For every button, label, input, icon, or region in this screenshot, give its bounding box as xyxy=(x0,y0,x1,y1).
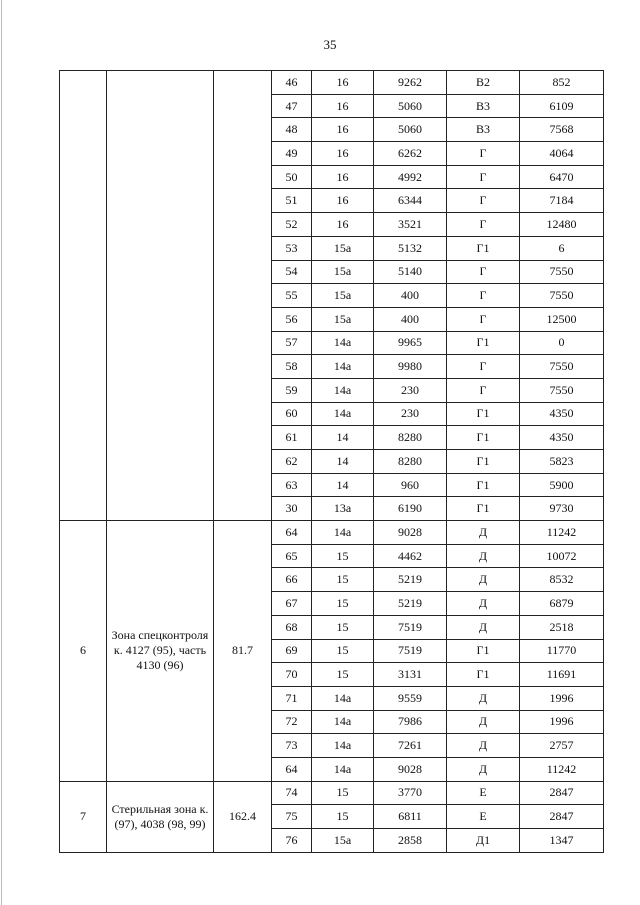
cell-row-number: 68 xyxy=(272,615,312,639)
group-name-cell: Стерильная зона к. (97), 4038 (98, 99) xyxy=(107,781,214,852)
cell-code: 9965 xyxy=(374,331,447,355)
cell-floor: 15а xyxy=(312,829,374,853)
cell-row-number: 50 xyxy=(272,165,312,189)
cell-code: 5060 xyxy=(374,94,447,118)
cell-value: 11242 xyxy=(520,521,604,545)
cell-floor: 15 xyxy=(312,639,374,663)
cell-row-number: 54 xyxy=(272,260,312,284)
cell-value: 11691 xyxy=(520,663,604,687)
table-row xyxy=(60,781,604,805)
cell-code: 9559 xyxy=(374,686,447,710)
cell-value: 4350 xyxy=(520,402,604,426)
cell-row-number: 69 xyxy=(272,639,312,663)
cell-value: 5823 xyxy=(520,450,604,474)
cell-floor: 14а xyxy=(312,402,374,426)
cell-value: 1996 xyxy=(520,686,604,710)
group-area-cell: 81.7 xyxy=(214,521,272,782)
cell-floor: 14а xyxy=(312,355,374,379)
cell-value: 852 xyxy=(520,71,604,95)
cell-row-number: 49 xyxy=(272,142,312,166)
cell-floor: 16 xyxy=(312,189,374,213)
cell-code: 230 xyxy=(374,378,447,402)
cell-value: 7568 xyxy=(520,118,604,142)
cell-value: 6879 xyxy=(520,592,604,616)
cell-category: Д xyxy=(447,757,520,781)
cell-category: В3 xyxy=(447,118,520,142)
cell-category: Д1 xyxy=(447,829,520,853)
cell-floor: 15а xyxy=(312,236,374,260)
cell-category: Г xyxy=(447,142,520,166)
cell-value: 4350 xyxy=(520,426,604,450)
cell-floor: 16 xyxy=(312,142,374,166)
cell-floor: 16 xyxy=(312,118,374,142)
cell-floor: 14а xyxy=(312,521,374,545)
cell-category: Г xyxy=(447,213,520,237)
group-area-cell: 162.4 xyxy=(214,781,272,852)
table-row xyxy=(60,521,604,545)
group-name-cell xyxy=(107,71,214,521)
cell-floor: 15 xyxy=(312,568,374,592)
cell-floor: 16 xyxy=(312,165,374,189)
cell-code: 5140 xyxy=(374,260,447,284)
cell-code: 3770 xyxy=(374,781,447,805)
cell-category: Г1 xyxy=(447,426,520,450)
cell-row-number: 57 xyxy=(272,331,312,355)
cell-code: 4992 xyxy=(374,165,447,189)
page-number: 35 xyxy=(323,37,337,52)
cell-floor: 14а xyxy=(312,734,374,758)
cell-category: Д xyxy=(447,568,520,592)
cell-row-number: 64 xyxy=(272,521,312,545)
cell-floor: 15 xyxy=(312,805,374,829)
group-name-cell: Зона спецконтроля к. 4127 (95), часть 4130 (96) xyxy=(107,521,214,782)
cell-value: 1996 xyxy=(520,710,604,734)
cell-value: 12480 xyxy=(520,213,604,237)
cell-floor: 15 xyxy=(312,592,374,616)
cell-row-number: 59 xyxy=(272,378,312,402)
cell-value: 12500 xyxy=(520,307,604,331)
cell-floor: 14 xyxy=(312,473,374,497)
cell-value: 9730 xyxy=(520,497,604,521)
cell-value: 6 xyxy=(520,236,604,260)
cell-category: Г xyxy=(447,189,520,213)
cell-row-number: 61 xyxy=(272,426,312,450)
cell-code: 8280 xyxy=(374,426,447,450)
cell-row-number: 73 xyxy=(272,734,312,758)
group-number-cell: 7 xyxy=(60,781,107,852)
cell-floor: 15 xyxy=(312,544,374,568)
cell-category: Д xyxy=(447,734,520,758)
cell-value: 7550 xyxy=(520,284,604,308)
cell-row-number: 62 xyxy=(272,450,312,474)
cell-value: 7550 xyxy=(520,260,604,284)
cell-floor: 16 xyxy=(312,71,374,95)
cell-category: Г1 xyxy=(447,473,520,497)
cell-row-number: 53 xyxy=(272,236,312,260)
cell-value: 2847 xyxy=(520,781,604,805)
cell-code: 7986 xyxy=(374,710,447,734)
cell-category: Е xyxy=(447,805,520,829)
cell-category: Д xyxy=(447,544,520,568)
cell-category: Д xyxy=(447,592,520,616)
cell-category: В3 xyxy=(447,94,520,118)
cell-category: Г1 xyxy=(447,331,520,355)
cell-row-number: 67 xyxy=(272,592,312,616)
cell-code: 6190 xyxy=(374,497,447,521)
group-number-cell xyxy=(60,71,107,521)
cell-code: 5060 xyxy=(374,118,447,142)
cell-category: Г1 xyxy=(447,663,520,687)
cell-row-number: 71 xyxy=(272,686,312,710)
cell-row-number: 65 xyxy=(272,544,312,568)
cell-code: 400 xyxy=(374,307,447,331)
cell-value: 2847 xyxy=(520,805,604,829)
cell-category: Д xyxy=(447,615,520,639)
cell-code: 6811 xyxy=(374,805,447,829)
cell-value: 4064 xyxy=(520,142,604,166)
cell-category: Г1 xyxy=(447,639,520,663)
cell-value: 0 xyxy=(520,331,604,355)
cell-code: 3521 xyxy=(374,213,447,237)
cell-row-number: 70 xyxy=(272,663,312,687)
cell-value: 8532 xyxy=(520,568,604,592)
cell-row-number: 56 xyxy=(272,307,312,331)
cell-row-number: 74 xyxy=(272,781,312,805)
cell-row-number: 30 xyxy=(272,497,312,521)
cell-category: Г xyxy=(447,284,520,308)
cell-code: 5219 xyxy=(374,592,447,616)
cell-floor: 15а xyxy=(312,284,374,308)
cell-code: 9262 xyxy=(374,71,447,95)
cell-category: Г xyxy=(447,355,520,379)
cell-category: Г1 xyxy=(447,497,520,521)
cell-row-number: 46 xyxy=(272,71,312,95)
cell-floor: 14а xyxy=(312,710,374,734)
cell-code: 7519 xyxy=(374,615,447,639)
cell-value: 6470 xyxy=(520,165,604,189)
cell-code: 230 xyxy=(374,402,447,426)
cell-category: Д xyxy=(447,686,520,710)
left-edge-mark xyxy=(1,0,2,905)
cell-value: 7550 xyxy=(520,378,604,402)
cell-code: 6344 xyxy=(374,189,447,213)
cell-row-number: 76 xyxy=(272,829,312,853)
document-table xyxy=(59,70,604,853)
cell-category: Г xyxy=(447,165,520,189)
cell-code: 9028 xyxy=(374,757,447,781)
cell-value: 11242 xyxy=(520,757,604,781)
cell-category: Г xyxy=(447,307,520,331)
cell-floor: 15а xyxy=(312,307,374,331)
cell-row-number: 52 xyxy=(272,213,312,237)
cell-floor: 15 xyxy=(312,663,374,687)
cell-code: 2858 xyxy=(374,829,447,853)
cell-floor: 14а xyxy=(312,686,374,710)
group-number-cell: 6 xyxy=(60,521,107,782)
cell-floor: 14 xyxy=(312,426,374,450)
cell-value: 1347 xyxy=(520,829,604,853)
cell-code: 7519 xyxy=(374,639,447,663)
cell-value: 2757 xyxy=(520,734,604,758)
cell-floor: 15 xyxy=(312,781,374,805)
cell-floor: 13а xyxy=(312,497,374,521)
cell-row-number: 55 xyxy=(272,284,312,308)
cell-row-number: 47 xyxy=(272,94,312,118)
cell-value: 11770 xyxy=(520,639,604,663)
cell-row-number: 63 xyxy=(272,473,312,497)
cell-row-number: 51 xyxy=(272,189,312,213)
cell-row-number: 58 xyxy=(272,355,312,379)
cell-row-number: 48 xyxy=(272,118,312,142)
cell-floor: 14а xyxy=(312,757,374,781)
cell-floor: 14а xyxy=(312,378,374,402)
cell-category: Д xyxy=(447,521,520,545)
cell-code: 3131 xyxy=(374,663,447,687)
cell-category: Е xyxy=(447,781,520,805)
cell-row-number: 64 xyxy=(272,757,312,781)
cell-category: Г xyxy=(447,260,520,284)
cell-code: 5219 xyxy=(374,568,447,592)
cell-row-number: 60 xyxy=(272,402,312,426)
cell-code: 8280 xyxy=(374,450,447,474)
cell-floor: 16 xyxy=(312,213,374,237)
table-row xyxy=(60,71,604,95)
group-area-cell xyxy=(214,71,272,521)
cell-category: В2 xyxy=(447,71,520,95)
cell-floor: 14а xyxy=(312,331,374,355)
cell-value: 10072 xyxy=(520,544,604,568)
cell-floor: 15 xyxy=(312,615,374,639)
cell-value: 5900 xyxy=(520,473,604,497)
table-body xyxy=(60,71,604,853)
cell-row-number: 75 xyxy=(272,805,312,829)
cell-code: 5132 xyxy=(374,236,447,260)
cell-code: 960 xyxy=(374,473,447,497)
cell-code: 7261 xyxy=(374,734,447,758)
cell-category: Г1 xyxy=(447,450,520,474)
cell-row-number: 66 xyxy=(272,568,312,592)
cell-value: 7550 xyxy=(520,355,604,379)
cell-floor: 16 xyxy=(312,94,374,118)
cell-code: 9980 xyxy=(374,355,447,379)
cell-code: 400 xyxy=(374,284,447,308)
cell-category: Г xyxy=(447,378,520,402)
cell-value: 2518 xyxy=(520,615,604,639)
cell-value: 7184 xyxy=(520,189,604,213)
cell-category: Д xyxy=(447,710,520,734)
cell-code: 9028 xyxy=(374,521,447,545)
cell-category: Г1 xyxy=(447,236,520,260)
cell-floor: 14 xyxy=(312,450,374,474)
cell-code: 6262 xyxy=(374,142,447,166)
cell-floor: 15а xyxy=(312,260,374,284)
cell-row-number: 72 xyxy=(272,710,312,734)
cell-value: 6109 xyxy=(520,94,604,118)
cell-category: Г1 xyxy=(447,402,520,426)
cell-code: 4462 xyxy=(374,544,447,568)
